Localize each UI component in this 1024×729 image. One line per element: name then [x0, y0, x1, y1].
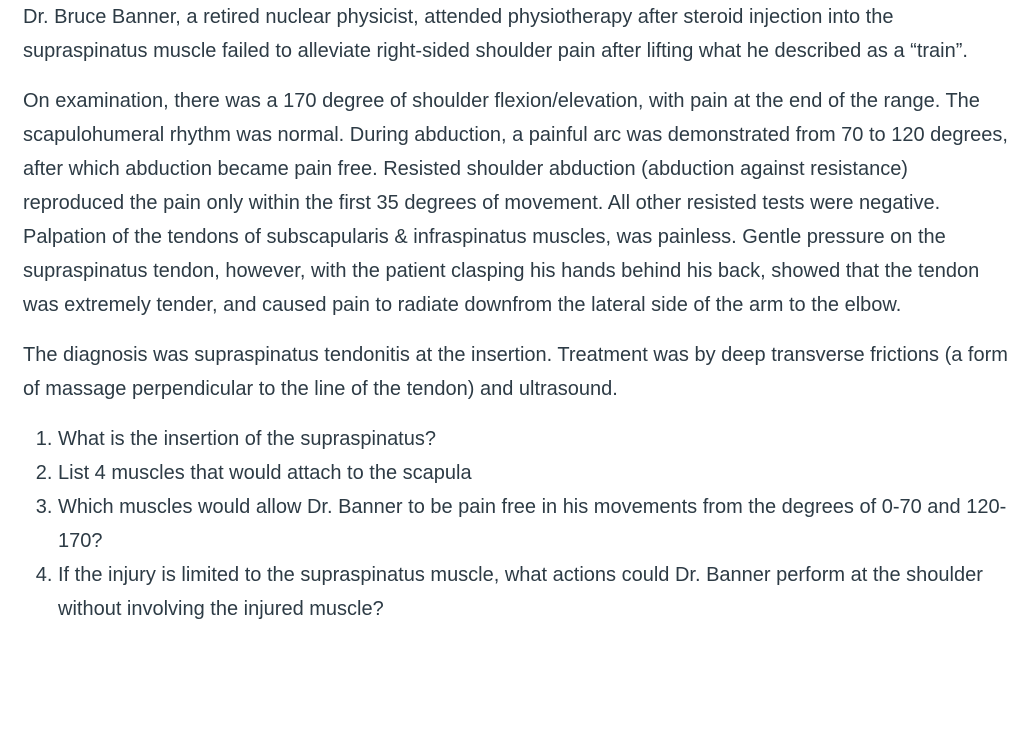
- question-item-2: 2. List 4 muscles that would attach to the scapula: [58, 456, 1008, 490]
- document-body: [23, 0, 1008, 626]
- question-item-4: 4. If the injury is limited to the supraspinatus muscle, what actions could Dr. Banner perform at the shoulder without involving the injured muscle?: [58, 558, 1008, 626]
- question-item-3: 3. Which muscles would allow Dr. Banner to be pain free in his movements from the degrees of 0-70 and 120-170?: [58, 490, 1008, 558]
- diagnosis-paragraph: The diagnosis was supraspinatus tendonitis at the insertion. Treatment was by deep transverse frictions (a form of massage perpendicular to the line of the tendon) and ultrasound.: [23, 344, 1008, 400]
- case-intro-paragraph: Dr. Bruce Banner, a retired nuclear physicist, attended physiotherapy after steroid injection into the supraspinatus muscle failed to alleviate right-sided shoulder pain after lifting what he described as a “train”.: [23, 6, 968, 62]
- examination-paragraph: On examination, there was a 170 degree of shoulder flexion/elevation, with pain at the end of the range. The scapulohumeral rhythm was normal. During abduction, a painful arc was demonstrated from 70 to 120 degrees, after which abduction became pain free. Resisted shoulder abduction (abduction against resistance) reproduced the pain only within the first 35 degrees of movement. All other resisted tests were negative. Palpation of the tendons of subscapularis & infraspinatus muscles, was painless. Gentle pressure on the supraspinatus tendon, however, with the patient clasping his hands behind his back, showed that the tendon was extremely tender, and caused pain to radiate downfrom the lateral side of the arm to the elbow.: [23, 90, 1008, 316]
- question-list: [23, 422, 1008, 626]
- question-item-1: 1. What is the insertion of the supraspinatus?: [58, 422, 1008, 456]
